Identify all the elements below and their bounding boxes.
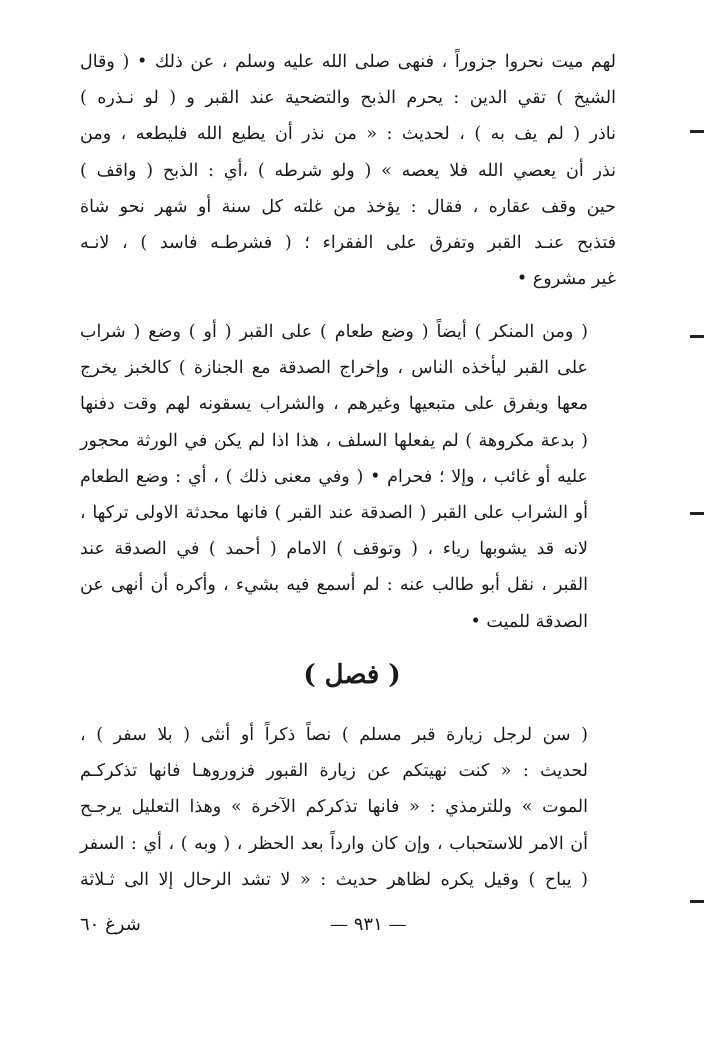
text-line: ( بدعة مكروهة ) لم يفعلها السلف ، هذا اذا لم يكن في الورثة محجور <box>80 430 588 451</box>
margin-mark <box>690 512 704 515</box>
text-line: حين وقف عقاره ، فقال : يؤخذ من غلته كل سنة أو شهر نحو شاة <box>80 196 616 217</box>
text-line: فتذبح عنـد القبر وتفرق على الفقراء ؛ ( فشرطـه فاسد ) ، لانـه <box>80 233 616 254</box>
page-number: — ٩٣١ — <box>330 914 407 935</box>
text-line: ( سن لرجل زيارة قبر مسلم ) نصاً ذكراً أو أنثى ( بلا سفر ) ، <box>80 725 588 745</box>
paragraph-2 <box>80 314 616 640</box>
text-line: ( يباح ) وقيل يكره لظاهر حديث : « لا تشد الرحال إلا الى ثـلاثة <box>80 869 588 890</box>
text-line: الموت » وللترمذي : « فانها تذكركم الآخرة » وهذا التعليل يرجـح <box>80 797 588 818</box>
text-line: غير مشروع • <box>516 269 616 290</box>
text-line: أن الامر للاستحباب ، وإن كان وارداً بعد الحظر ، ( وبه ) ، أي : السفر <box>80 833 588 854</box>
text-line: معها ويفرق على متبعيها وغيرهم ، والشراب يسقونه لهم وقت دفنها <box>80 394 588 415</box>
text-line: ناذر ( لم يف به ) ، لحديث : « من نذر أن يطيع الله فليطعه ، ومن <box>80 124 616 145</box>
margin-mark <box>690 335 704 338</box>
text-line: لانه قد يشوبها رياء ، ( وتوقف ) الامام ( أحمد ) في الصدقة عند <box>80 539 588 560</box>
margin-mark <box>690 900 704 903</box>
text-line: أو الشراب على القبر ( الصدقة عند القبر ) فانها محدثة الاولى تركها ، <box>80 503 588 524</box>
paragraph-3 <box>80 717 616 898</box>
text-line: نذر أن يعصي الله فلا يعصه » ( ولو شرطه ) ،أي : الذبح ( واقف ) <box>80 160 616 181</box>
signature-mark: شرغ ٦٠ <box>80 914 141 935</box>
section-heading: ( فصل ) <box>303 660 401 690</box>
text-line: لحديث : « كنت نهيتكم عن زيارة القبور فزوروهـا فانها تذكركـم <box>80 761 588 782</box>
text-line: الشيخ ) تقي الدين : يحرم الذبح والتضحية عند القبر و ( لو نـذره ) <box>80 88 616 109</box>
text-line: ( ومن المنكر ) أيضاً ( وضع طعام ) على القبر ( أو ) وضع ( شراب <box>80 322 588 342</box>
paragraph-1 <box>80 44 616 297</box>
text-line: لهم ميت نحروا جزوراً ، فنهى صلى الله عليه وسلم ، عن ذلك • ( وقال <box>80 52 616 72</box>
page-footer <box>80 914 616 950</box>
text-line: عليه أو غائب ، وإلا ؛ فحرام • ( وفي معنى ذلك ) ، أي : وضع الطعام <box>80 466 588 487</box>
text-line: على القبر ليأخذه الناس ، وإخراج الصدقة مع الجنازة ) كالخبز يخرج <box>80 358 588 379</box>
margin-mark <box>690 130 704 133</box>
text-line: القبر ، نقل أبو طالب عنه : لم أسمع فيه بشيء ، وأكره أن أنهى عن <box>80 575 588 596</box>
text-line: الصدقة للميت • <box>470 611 588 632</box>
